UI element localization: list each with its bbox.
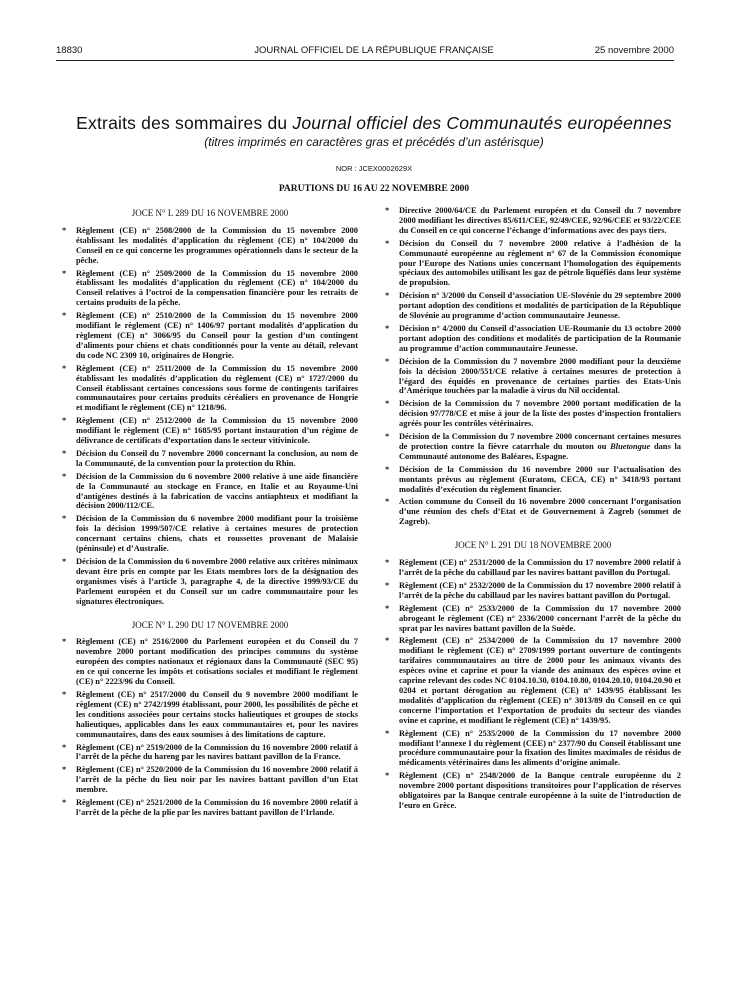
asterisk-marker: * [385,580,390,590]
asterisk-marker: * [385,636,390,646]
summary-entry [385,604,681,634]
asterisk-marker: * [62,311,67,321]
summary-entry [62,690,358,740]
asterisk-marker: * [62,471,67,481]
summary-entry [62,226,358,266]
asterisk-marker: * [385,238,390,248]
summary-entry [385,581,681,601]
entry-text: Règlement (CE) n° 2521/2000 de la Commission du 16 novembre 2000 relatif à l’arrêt de la pêche de la plie par les navires battant pavillon de l’Irlande. [76,798,358,817]
title-italic: Journal officiel des Communautés européennes [292,113,672,133]
entry-text: Règlement (CE) n° 2519/2000 de la Commission du 16 novembre 2000 relatif à l’arrêt de la pêche du hareng par les navires battant pavillon de la France. [76,742,358,762]
asterisk-marker: * [385,464,390,474]
asterisk-marker: * [385,399,390,409]
summary-entry [385,399,681,429]
entry-text: Décision de la Commission du 7 novembre 2000 modifiant pour la deuxième fois la décision 2000/551/CE relative à certaines mesures de protection à l’égard des équidés en provenance de certaines parties des Etats-Unis d’Amérique touchées par la maladie à virus du Nil occidental. [399,356,681,396]
summary-entry [62,269,358,309]
asterisk-marker: * [385,497,390,507]
entry-text: Règlement (CE) n° 2512/2000 de la Commission du 15 novembre 2000 modifiant le règlement (CE) n° 1685/95 portant instauration d’un régime de délivrance de certificats d’exportation dans le secteur vitivinicole. [76,416,358,446]
summary-entry [385,357,681,397]
entry-text: Décision de la Commission du 6 novembre 2000 modifiant pour la troisième fois la décision 1999/507/CE relative à certaines mesures de protection concernant certains chiens, chats et roussettes provenant de Malaisie (péninsule) et d’Australie. [76,514,358,554]
left-column [62,206,358,976]
right-column [385,206,681,976]
summary-entry [62,311,358,361]
entry-text: Règlement (CE) n° 2532/2000 de la Commission du 17 novembre 2000 relatif à l’arrêt de la pêche du cabillaud par les navires battant pavillon du Portugal. [399,580,681,600]
asterisk-marker: * [62,225,67,235]
summary-entry [385,636,681,725]
asterisk-marker: * [62,416,67,426]
entry-text: Règlement (CE) n° 2548/2000 de la Banque centrale européenne du 2 novembre 2000 portant dispositions transitoires pour l’application de réserves obligatoires par la Banque centrale européenne à la suite de l’introduction de l’euro en Grèce. [399,771,681,810]
asterisk-marker: * [385,558,390,568]
summary-entry [62,364,358,414]
section-heading: JOCE N° L 291 DU 18 NOVEMBRE 2000 [454,540,612,551]
summary-entry [385,206,681,236]
entry-text: Décision de la Commission du 16 novembre 2000 sur l’actualisation des montants prévus au règlement (Euratom, CECA, CE) n° 3418/93 portant modalités d’exécution du règlement financier. [399,464,681,494]
entry-text: Règlement (CE) n° 2511/2000 de la Commission du 15 novembre 2000 établissant les modalités d’application du règlement (CE) n° 1727/2000 du Conseil établissant certaines concessions sous forme de contingents tarifaires communautaires pour certains produits céréaliers en provenance de Hongrie et modifiant le règlement (CE) n° 1218/96. [76,363,358,413]
asterisk-marker: * [62,765,67,775]
asterisk-marker: * [385,603,390,613]
entry-text: Règlement (CE) n° 2510/2000 de la Commission du 15 novembre 2000 modifiant le règlement (CE) n° 1406/97 portant modalités d’application du règlement (CE) n° 3066/95 du Conseil pour la gestion d’un contingent d’aliments pour chiens et chats conditionnés pour la vente au détail, relevant du code NC 2309 10, originaires de Hongrie. [76,311,358,360]
entry-text: Règlement (CE) n° 2533/2000 de la Commission du 17 novembre 2000 abrogeant le règlement (CE) n° 2336/2000 concernant l’arrêt de la pêche du sprat par les navires battant pavillon de la Suède. [399,603,681,633]
nor-reference: NOR : JCEX0002629X [335,164,413,173]
entry-text: Décision n° 3/2000 du Conseil d’association UE-Slovénie du 29 septembre 2000 portant adoption des conditions et modalités de participation de la République de Slovénie au programme d’action communautaire Jeunesse. [399,291,681,321]
entry-text: Action commune du Conseil du 16 novembre 2000 concernant l’organisation d’une réunion des chefs d’Etat et de Gouvernement à Zagreb (sommet de Zagreb). [399,497,681,527]
summary-entry [385,291,681,321]
summary-entry [62,472,358,512]
summary-entry [62,514,358,554]
issue-date: 25 novembre 2000 [594,45,674,56]
asterisk-marker: * [385,728,390,738]
summary-entry [385,324,681,354]
section-heading: JOCE N° L 290 DU 17 NOVEMBRE 2000 [131,619,289,630]
summary-entry [385,558,681,578]
asterisk-marker: * [62,689,67,699]
entry-text: Décision n° 4/2000 du Conseil d’association UE-Roumanie du 13 octobre 2000 portant adoption des conditions et modalités de participation de la Roumanie au programme d’action communautaire Jeunesse. [399,323,681,353]
entry-text: Règlement (CE) n° 2517/2000 du Conseil du 9 novembre 2000 modifiant le règlement (CE) n° 2742/1999 établissant, pour 2000, les possibilités de pêche et les conditions associées pour certains stocks halieutiques et groupes de stocks halieutiques, applicables dans les eaux communautaires et, pour les navires communautaires, dans des eaux soumises à des limitations de capture. [76,689,358,739]
summary-entry [385,432,681,462]
entry-text: Règlement (CE) n° 2516/2000 du Parlement européen et du Conseil du 7 novembre 2000 portant modification des principes communs du système européen des comptes nationaux et régionaux dans la Communauté (SEC 95) en ce qui concerne les impôts et cotisations sociales et modifiant le règlement (CE) n° 2223/96 du Conseil. [76,637,358,687]
entry-text: Directive 2000/64/CE du Parlement européen et du Conseil du 7 novembre 2000 modifiant les directives 85/611/CEE, 92/49/CEE, 92/96/CEE et 93/22/CEE du Conseil en ce qui concerne l’échange d’informations avec des pays tiers. [399,206,681,235]
summary-entry [62,765,358,795]
parutions-heading: PARUTIONS DU 16 AU 22 NOVEMBRE 2000 [278,184,470,194]
asterisk-marker: * [385,291,390,301]
entry-text: Décision de la Commission du 6 novembre 2000 relative à une aide financière de la Communauté au stockage en France, en Italie et au Royaume-Uni d’antigènes destinés à la fabrication de vaccins antiaphteux et modifiant la décision 2000/112/CE. [76,471,358,511]
asterisk-marker: * [62,798,67,808]
summary-entry [62,798,358,818]
section-heading: JOCE N° L 289 DU 16 NOVEMBRE 2000 [131,208,289,218]
asterisk-marker: * [62,363,67,373]
asterisk-marker: * [385,771,390,781]
summary-entry [62,416,358,446]
summary-entry [62,449,358,469]
page-subtitle: (titres imprimés en caractères gras et précédés d’un astérisque) [204,135,544,149]
summary-entry [385,771,681,811]
asterisk-marker: * [62,557,67,566]
summary-entry [62,557,358,607]
entry-text: Règlement (CE) n° 2508/2000 de la Commission du 15 novembre 2000 établissant les modalités d’application du règlement (CE) n° 104/2000 du Conseil en ce qui concerne les programmes opérationnels dans le secteur de la pêche. [76,225,358,265]
asterisk-marker: * [385,432,390,442]
summary-entry [385,729,681,769]
asterisk-marker: * [62,268,67,278]
entry-text: Règlement (CE) n° 2535/2000 de la Commission du 17 novembre 2000 modifiant l’annexe I du règlement (CEE) n° 2377/90 du Conseil établissant une procédure communautaire pour la fixation des limites maximales de résidus de médicaments vétérinaires dans les aliments d’origine animale. [399,728,681,768]
entry-text: Règlement (CE) n° 2509/2000 de la Commission du 15 novembre 2000 établissant les modalités d’application du règlement (CE) n° 104/2000 du Conseil relatives à l’octroi de la compensation financière pour les retraits de certains produits de la pêche. [76,268,358,308]
asterisk-marker: * [385,356,390,366]
entry-text: Décision de la Commission du 7 novembre 2000 portant modification de la décision 97/778/CE et mise à jour de la liste des postes d’inspection frontaliers agréés pour les contrôles vétérinaires. [399,399,681,429]
summary-entry [62,637,358,687]
entry-text: Décision de la Commission du 6 novembre 2000 relative aux critères minimaux devant être pris en compte par les Etats membres lors de la désignation des organismes visés à l’article 3, paragraphe 4, de la directive 1999/93/CE du Parlement européen et du Conseil sur un cadre communautaire pour les signatures électroniques. [76,557,358,606]
summary-entry [385,497,681,527]
asterisk-marker: * [385,323,390,333]
entry-text: Règlement (CE) n° 2534/2000 de la Commission du 17 novembre 2000 modifiant le règlement (CE) n° 2709/1999 portant ouverture de contingents tarifaires communautaires au titre de 2000 pour les animaux vivants des espèces ovine et caprine et pour la viande des animaux des espèces ovine et caprine relevant des codes NC 0104.10.30, 0104.10.80, 0104.20.10, 0104.20.90 et 0204 et portant dérogation au règlement (CE) n° 1439/95 établissant les modalités d’application du règlement (CEE) n° 3013/89 du Conseil en ce qui concerne l’importation et l’exportation de produits du secteur des viandes ovine et caprine, et modifiant le règlement (CE) n° 1439/95. [399,636,681,725]
page-number: 18830 [56,45,83,56]
entry-text: Décision du Conseil du 7 novembre 2000 relative à l’adhésion de la Communauté européenne au règlement n° 67 de la Commission économique pour l’Europe des Nations unies concernant l’homologation des équipements spéciaux des automobiles utilisant les gaz de pétrole liquéfiés dans leur système de propulsion. [399,238,681,288]
summary-entry [385,239,681,289]
journal-name: JOURNAL OFFICIEL DE LA RÉPUBLIQUE FRANÇAISE [254,45,494,56]
entry-text: Règlement (CE) n° 2531/2000 de la Commission du 17 novembre 2000 relatif à l’arrêt de la pêche du cabillaud par les navires battant pavillon du Portugal. [399,558,681,577]
summary-entry [385,465,681,495]
page-title [0,113,748,134]
title-prefix: Extraits des sommaires du [76,113,293,133]
entry-text: Décision de la Commission du 7 novembre 2000 concernant certaines mesures de protection contre la fièvre catarrhale du mouton ou Bluetongue dans la Communauté autonome des Baléares, Espagne. [399,432,681,461]
asterisk-marker: * [385,206,390,215]
asterisk-marker: * [62,514,67,524]
entry-text: Règlement (CE) n° 2520/2000 de la Commission du 16 novembre 2000 relatif à l’arrêt de la pêche du lieu noir par les navires battant pavillon d’un Etat membre. [76,765,358,795]
asterisk-marker: * [62,742,67,752]
asterisk-marker: * [62,637,67,647]
summary-entry [62,743,358,763]
header-rule [56,60,674,61]
entry-text: Décision du Conseil du 7 novembre 2000 concernant la conclusion, au nom de la Communauté, de la convention pour la protection du Rhin. [76,448,358,468]
asterisk-marker: * [62,448,67,458]
